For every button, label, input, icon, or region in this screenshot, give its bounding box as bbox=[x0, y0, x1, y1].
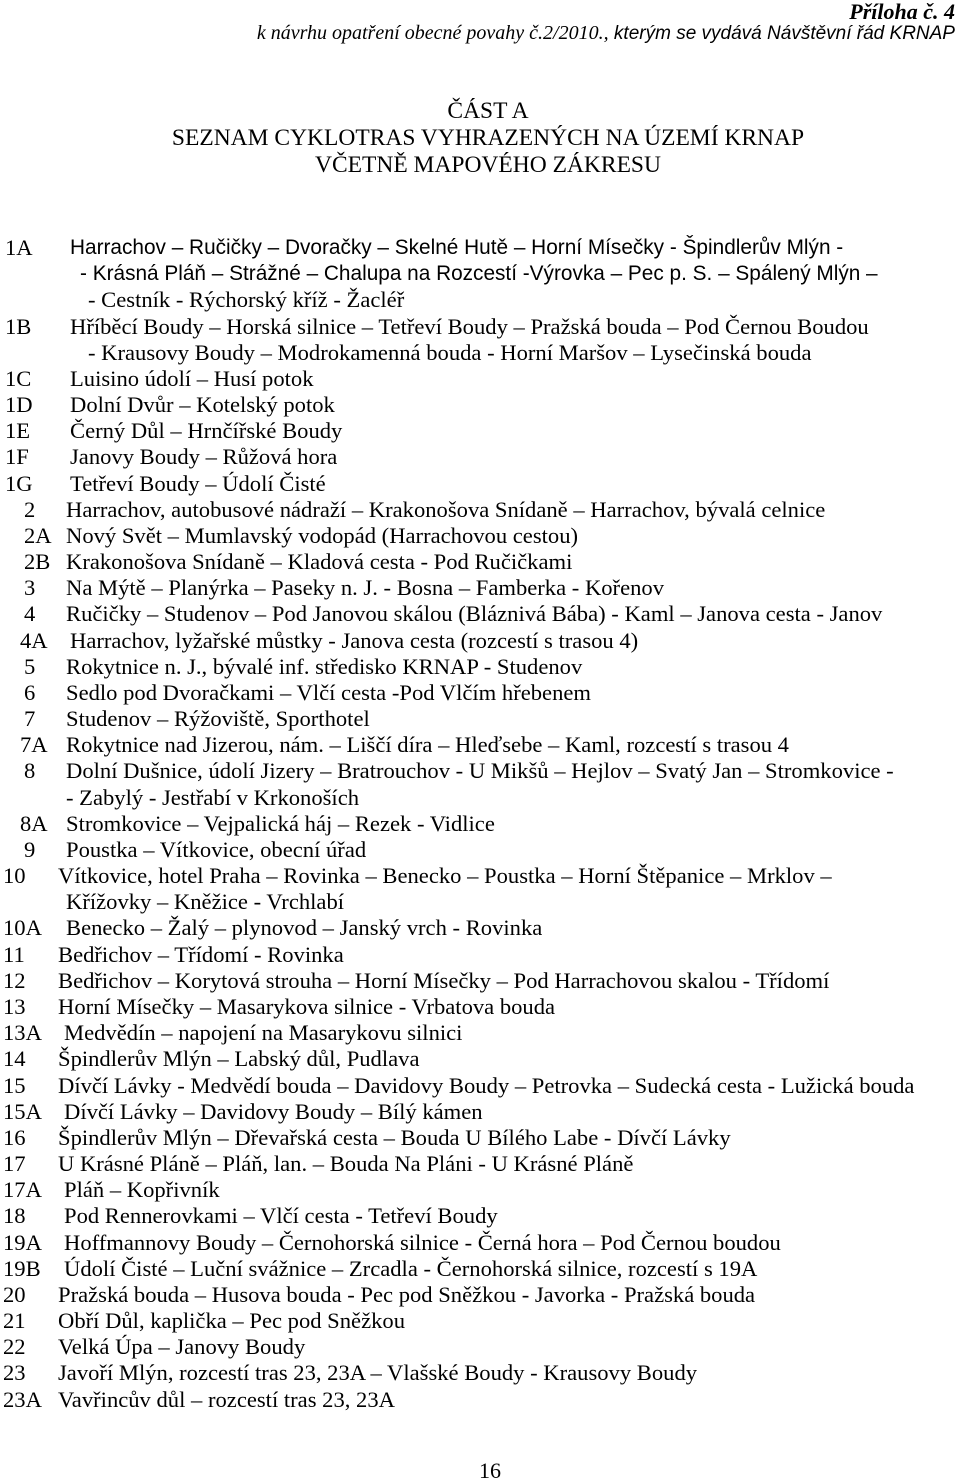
route-number: 18 bbox=[3, 1203, 26, 1229]
route-description: Pod Rennerovkami – Vlčí cesta - Tetřeví Boudy bbox=[64, 1203, 498, 1229]
route-7 bbox=[0, 706, 960, 732]
route-number: 20 bbox=[3, 1281, 26, 1307]
route-number: 6 bbox=[24, 679, 36, 705]
route-number: 1B bbox=[5, 313, 32, 339]
route-23 bbox=[0, 1360, 960, 1386]
route-22 bbox=[0, 1334, 960, 1360]
route-number: 23A bbox=[3, 1386, 42, 1412]
route-description: Špindlerův Mlýn – Labský důl, Pudlava bbox=[58, 1046, 420, 1072]
route-description: Velká Úpa – Janovy Boudy bbox=[58, 1334, 306, 1360]
route-8a bbox=[0, 811, 960, 837]
route-description: Pláň – Kopřivník bbox=[64, 1177, 220, 1203]
route-number: 4A bbox=[20, 627, 48, 653]
route-13 bbox=[0, 994, 960, 1020]
route-number: 2B bbox=[24, 549, 51, 575]
route-2a bbox=[0, 523, 960, 549]
route-6 bbox=[0, 680, 960, 706]
route-description: Janovy Boudy – Růžová hora bbox=[70, 444, 338, 470]
route-number: 13A bbox=[3, 1020, 42, 1046]
route-number: 9 bbox=[24, 836, 36, 862]
list-subtitle: VČETNĚ MAPOVÉHO ZÁKRESU bbox=[315, 152, 661, 178]
route-number: 4 bbox=[24, 601, 36, 627]
route-number: 5 bbox=[24, 653, 36, 679]
route-15a bbox=[0, 1099, 960, 1125]
route-description: Vítkovice, hotel Praha – Rovinka – Benecko – Poustka – Horní Štěpanice – Mrklov – bbox=[58, 863, 832, 889]
route-description: Pražská bouda – Husova bouda - Pec pod Sněžkou - Javorka - Pražská bouda bbox=[58, 1281, 756, 1307]
route-number: 19A bbox=[3, 1229, 42, 1255]
route-number: 13 bbox=[3, 993, 26, 1019]
route-description: Harrachov, autobusové nádraží – Krakonošova Snídaně – Harrachov, bývalá celnice bbox=[66, 496, 826, 522]
route-21 bbox=[0, 1308, 960, 1334]
route-number: 19B bbox=[3, 1255, 41, 1281]
route-number: 1G bbox=[5, 470, 33, 496]
route-description: Dívčí Lávky – Davidovy Boudy – Bílý kámen bbox=[64, 1098, 483, 1124]
route-number: 8A bbox=[20, 810, 48, 836]
route-17a bbox=[0, 1177, 960, 1203]
route-description: Nový Svět – Mumlavský vodopád (Harrachovou cestou) bbox=[66, 522, 579, 548]
route-description: - Zabylý - Jestřabí v Krkonoších bbox=[66, 784, 360, 810]
route-number: 15A bbox=[3, 1098, 42, 1124]
route-description: Poustka – Vítkovice, obecní úřad bbox=[66, 836, 367, 862]
route-8 bbox=[0, 758, 960, 810]
route-20 bbox=[0, 1282, 960, 1308]
document-subtitle-part1: k návrhu opatření obecné povahy č.2/2010., bbox=[256, 22, 609, 44]
route-19b bbox=[0, 1256, 960, 1282]
attachment-label: Příloha č. 4 bbox=[849, 0, 955, 24]
route-description: Javoří Mlýn, rozcestí tras 23, 23A – Vlašské Boudy - Krausovy Boudy bbox=[58, 1360, 698, 1386]
route-13a bbox=[0, 1020, 960, 1046]
route-number: 10 bbox=[3, 863, 26, 889]
route-1d bbox=[0, 392, 960, 418]
route-description: Hříběcí Boudy – Horská silnice – Tetřeví Boudy – Pražská bouda – Pod Černou Boudou bbox=[70, 313, 869, 339]
route-number: 1D bbox=[5, 392, 33, 418]
route-9 bbox=[0, 837, 960, 863]
route-description: - Krásná Pláň – Strážné – Chalupa na Rozcestí -Výrovka – Pec p. S. – Spálený Mlýn – bbox=[80, 262, 878, 286]
route-description: Harrachov – Ručičky – Dvoračky – Skelné Hutě – Horní Mísečky - Špindlerův Mlýn - bbox=[70, 236, 844, 259]
route-12 bbox=[0, 968, 960, 994]
route-number: 14 bbox=[3, 1046, 26, 1072]
route-description: - Cestník - Rýchorský kříž - Žacléř bbox=[88, 287, 405, 313]
route-number: 21 bbox=[3, 1308, 26, 1334]
route-description: Sedlo pod Dvoračkami – Vlčí cesta -Pod Vlčím hřebenem bbox=[66, 679, 591, 705]
route-number: 16 bbox=[3, 1124, 26, 1150]
route-4a bbox=[0, 628, 960, 654]
route-description: Dívčí Lávky - Medvědí bouda – Davidovy Boudy – Petrovka – Sudecká cesta - Lužická bouda bbox=[58, 1072, 915, 1098]
route-description: Rokytnice n. J., bývalé inf. středisko KRNAP - Studenov bbox=[66, 653, 583, 679]
route-number: 1F bbox=[5, 444, 29, 470]
route-description: Špindlerův Mlýn – Dřevařská cesta – Bouda U Bílého Labe - Dívčí Lávky bbox=[58, 1124, 731, 1150]
route-1g bbox=[0, 471, 960, 497]
route-description: Medvědín – napojení na Masarykovu silnici bbox=[64, 1020, 463, 1046]
route-number: 17A bbox=[3, 1177, 42, 1203]
route-number: 11 bbox=[3, 941, 25, 967]
page-number: 16 bbox=[479, 1458, 501, 1483]
document-subtitle bbox=[257, 22, 955, 45]
route-description: - Krausovy Boudy – Modrokamenná bouda - Horní Maršov – Lysečinská bouda bbox=[88, 339, 812, 365]
route-description: U Krásné Pláně – Pláň, lan. – Bouda Na Pláni - U Krásné Pláně bbox=[58, 1151, 634, 1177]
route-number: 2A bbox=[24, 522, 52, 548]
route-2b bbox=[0, 549, 960, 575]
route-list bbox=[0, 235, 960, 1413]
route-description: Harrachov, lyžařské můstky - Janova cesta (rozcestí s trasou 4) bbox=[70, 627, 639, 653]
route-number: 8 bbox=[24, 758, 36, 784]
route-23a bbox=[0, 1387, 960, 1413]
route-number: 2 bbox=[24, 496, 36, 522]
route-19a bbox=[0, 1230, 960, 1256]
route-5 bbox=[0, 654, 960, 680]
route-number: 10A bbox=[3, 915, 42, 941]
route-description: Horní Mísečky – Masarykova silnice - Vrbatova bouda bbox=[58, 993, 556, 1019]
route-description: Bedřichov – Korytová strouha – Horní Mísečky – Pod Harrachovou skalou - Třídomí bbox=[58, 967, 830, 993]
route-description: Vavřincův důl – rozcestí tras 23, 23A bbox=[58, 1386, 395, 1412]
route-number: 1A bbox=[5, 235, 33, 260]
route-description: Krakonošova Snídaně – Kladová cesta - Pod Ručičkami bbox=[66, 549, 573, 575]
route-15 bbox=[0, 1073, 960, 1099]
route-description: Ručičky – Studenov – Pod Janovou skálou (Bláznivá Bába) - Kaml – Janova cesta - Janov bbox=[66, 601, 883, 627]
route-description: Benecko – Žalý – plynovod – Janský vrch - Rovinka bbox=[66, 915, 543, 941]
route-11 bbox=[0, 942, 960, 968]
route-description: Studenov – Rýžoviště, Sporthotel bbox=[66, 706, 370, 732]
route-number: 3 bbox=[24, 575, 36, 601]
route-description: Obří Důl, kaplička – Pec pod Sněžkou bbox=[58, 1308, 405, 1334]
list-title: SEZNAM CYKLOTRAS VYHRAZENÝCH NA ÚZEMÍ KRNAP bbox=[171, 125, 805, 151]
route-1f bbox=[0, 444, 960, 470]
route-description: Rokytnice nad Jizerou, nám. – Liščí díra – Hleďsebe – Kaml, rozcestí s trasou 4 bbox=[66, 732, 789, 758]
route-number: 17 bbox=[3, 1151, 26, 1177]
part-heading: ČÁST A bbox=[447, 98, 529, 124]
route-4 bbox=[0, 601, 960, 627]
route-16 bbox=[0, 1125, 960, 1151]
route-number: 1E bbox=[5, 418, 31, 444]
route-number: 23 bbox=[3, 1360, 26, 1386]
route-number: 1C bbox=[5, 365, 32, 391]
route-description: Hoffmannovy Boudy – Černohorská silnice - Černá hora – Pod Černou boudou bbox=[64, 1229, 781, 1255]
route-number: 7A bbox=[20, 732, 48, 758]
route-description: Stromkovice – Vejpalická háj – Rezek - Vidlice bbox=[66, 810, 495, 836]
route-description: Dolní Dvůr – Kotelský potok bbox=[70, 392, 335, 418]
route-description: Křížovky – Kněžice - Vrchlabí bbox=[66, 889, 345, 915]
route-number: 7 bbox=[24, 706, 36, 732]
route-1b bbox=[0, 314, 960, 366]
route-1c bbox=[0, 366, 960, 392]
route-7a bbox=[0, 732, 960, 758]
route-10 bbox=[0, 863, 960, 915]
route-description: Luisino údolí – Husí potok bbox=[70, 365, 314, 391]
route-description: Údolí Čisté – Luční svážnice – Zrcadla - Černohorská silnice, rozcestí s 19A bbox=[64, 1255, 758, 1281]
route-17 bbox=[0, 1151, 960, 1177]
section-title bbox=[0, 98, 960, 179]
route-2 bbox=[0, 497, 960, 523]
document-subtitle-part2: kterým se vydává Návštěvní řád KRNAP bbox=[613, 23, 955, 44]
route-description: Tetřeví Boudy – Údolí Čisté bbox=[70, 470, 326, 496]
route-18 bbox=[0, 1203, 960, 1229]
route-description: Na Mýtě – Planýrka – Paseky n. J. - Bosna – Famberka - Kořenov bbox=[66, 575, 664, 601]
route-description: Dolní Dušnice, údolí Jizery – Bratrouchov - U Mikšů – Hejlov – Svatý Jan – Stromkovice - bbox=[66, 758, 894, 784]
route-1e bbox=[0, 418, 960, 444]
route-3 bbox=[0, 575, 960, 601]
route-number: 22 bbox=[3, 1334, 26, 1360]
route-10a bbox=[0, 915, 960, 941]
route-description: Bedřichov – Třídomí - Rovinka bbox=[58, 941, 344, 967]
route-description: Černý Důl – Hrnčířské Boudy bbox=[70, 418, 343, 444]
route-1a bbox=[0, 235, 960, 314]
route-number: 15 bbox=[3, 1072, 26, 1098]
route-number: 12 bbox=[3, 967, 26, 993]
route-14 bbox=[0, 1046, 960, 1072]
